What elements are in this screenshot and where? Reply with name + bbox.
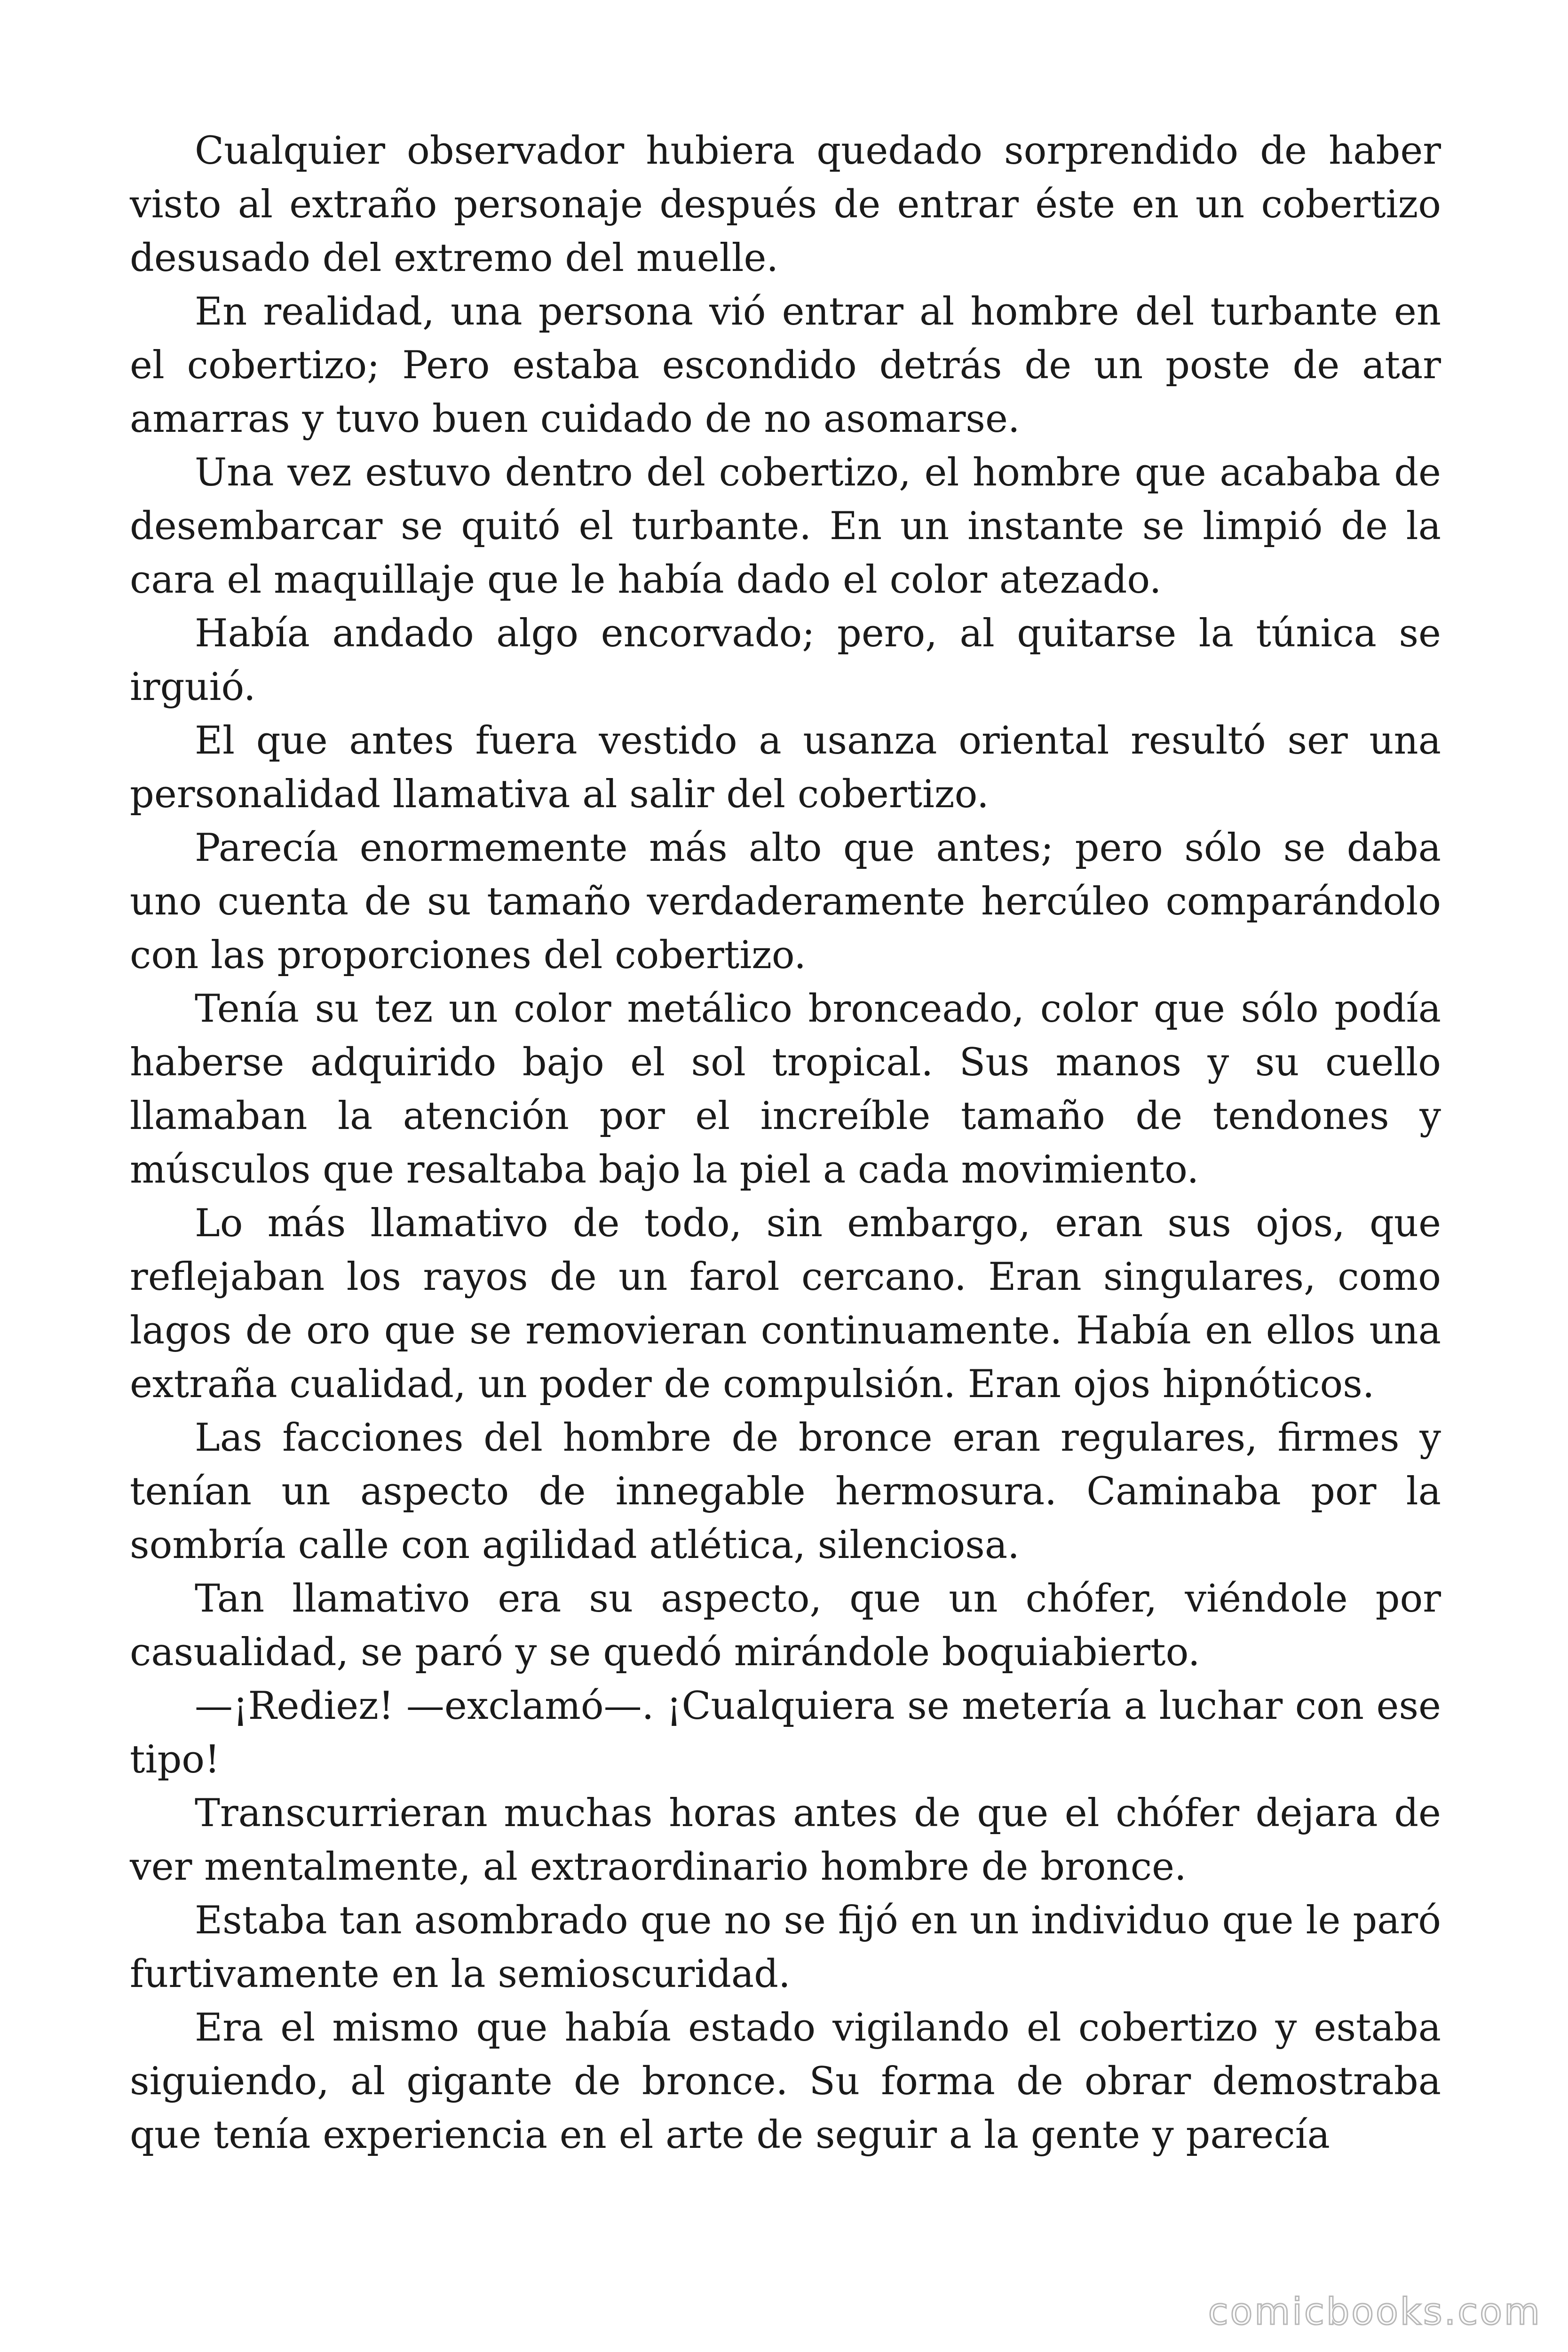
paragraph: Las facciones del hombre de bronce eran regulares, firmes y tenían un aspecto de innegable hermosura. Caminaba por la sombría calle con agilidad atlética, silenciosa. bbox=[130, 1416, 1441, 1567]
paragraph: —¡Rediez! —exclamó—. ¡Cualquiera se metería a luchar con ese tipo! bbox=[130, 1684, 1441, 1782]
paragraph: Había andado algo encorvado; pero, al quitarse la túnica se irguió. bbox=[130, 612, 1441, 709]
paragraph: Cualquier observador hubiera quedado sorprendido de haber visto al extraño personaje después de entrar éste en un cobertizo desusado del extremo del muelle. bbox=[130, 129, 1441, 280]
body-text bbox=[130, 124, 1441, 2162]
paragraph: Era el mismo que había estado vigilando el cobertizo y estaba siguiendo, al gigante de bronce. Su forma de obrar demostraba que tenía experiencia en el arte de seguir a la gente y parecía bbox=[130, 2006, 1441, 2157]
paragraph: Tenía su tez un color metálico bronceado, color que sólo podía haberse adquirido bajo el sol tropical. Sus manos y su cuello llamaban la atención por el increíble tamaño de tendones y músculos que resaltaba bajo la piel a cada movimiento. bbox=[130, 987, 1441, 1192]
paragraph: Estaba tan asombrado que no se fijó en un individuo que le paró furtivamente en la semioscuridad. bbox=[130, 1899, 1441, 1996]
paragraph: El que antes fuera vestido a usanza oriental resultó ser una personalidad llamativa al salir del cobertizo. bbox=[130, 719, 1441, 817]
paragraph: Una vez estuvo dentro del cobertizo, el hombre que acababa de desembarcar se quitó el turbante. En un instante se limpió de la cara el maquillaje que le había dado el color atezado. bbox=[130, 451, 1441, 602]
paragraph: Lo más llamativo de todo, sin embargo, eran sus ojos, que reflejaban los rayos de un farol cercano. Eran singulares, como lagos de oro que se removieran continuamente. Había en ellos una extraña cualidad, un poder de compulsión. Eran ojos hipnóticos. bbox=[130, 1201, 1441, 1406]
watermark: comicbooks.com bbox=[1208, 2291, 1542, 2333]
paragraph: En realidad, una persona vió entrar al hombre del turbante en el cobertizo; Pero estaba escondido detrás de un poste de atar amarras y tuvo buen cuidado de no asomarse. bbox=[130, 290, 1441, 441]
paragraph: Parecía enormemente más alto que antes; pero sólo se daba uno cuenta de su tamaño verdaderamente hercúleo comparándolo con las proporciones del cobertizo. bbox=[130, 826, 1441, 977]
paragraph: Tan llamativo era su aspecto, que un chófer, viéndole por casualidad, se paró y se quedó mirándole boquiabierto. bbox=[130, 1577, 1441, 1675]
paragraph: Transcurrieran muchas horas antes de que el chófer dejara de ver mentalmente, al extraordinario hombre de bronce. bbox=[130, 1791, 1441, 1889]
